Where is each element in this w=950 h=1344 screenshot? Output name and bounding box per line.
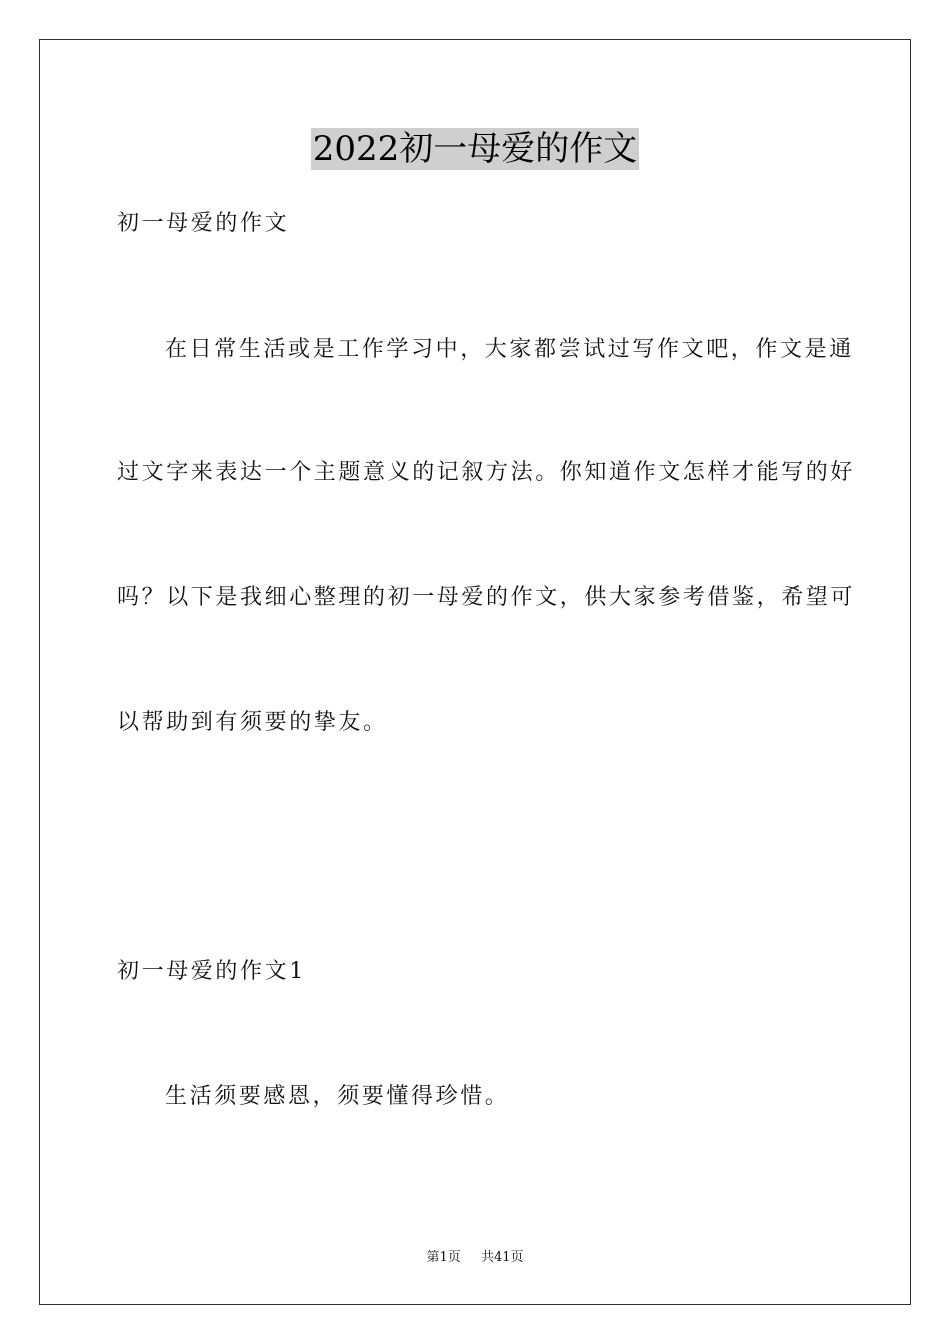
paragraph-line-3: 吗？以下是我细心整理的初一母爱的作文，供大家参考借鉴，希望可: [117, 585, 856, 610]
paragraph-line-2: 过文字来表达一个主题意义的记叙方法。你知道作文怎样才能写的好: [117, 460, 856, 485]
page-number: 第1页: [426, 1250, 461, 1265]
document-title: 2022初一母爱的作文: [312, 129, 638, 169]
paragraph-line-4: 以帮助到有须要的挚友。: [117, 710, 388, 735]
title-container: [0, 128, 950, 170]
page-total: 共41页: [480, 1250, 524, 1265]
section-paragraph-line-1: 生活须要感恩，须要懂得珍惜。: [165, 1084, 510, 1109]
subtitle: 初一母爱的作文: [117, 211, 290, 236]
page-footer: [0, 1246, 950, 1265]
paragraph-line-1: 在日常生活或是工作学习中，大家都尝试过写作文吧，作文是通: [165, 337, 854, 362]
section-heading: 初一母爱的作文1: [117, 959, 306, 984]
